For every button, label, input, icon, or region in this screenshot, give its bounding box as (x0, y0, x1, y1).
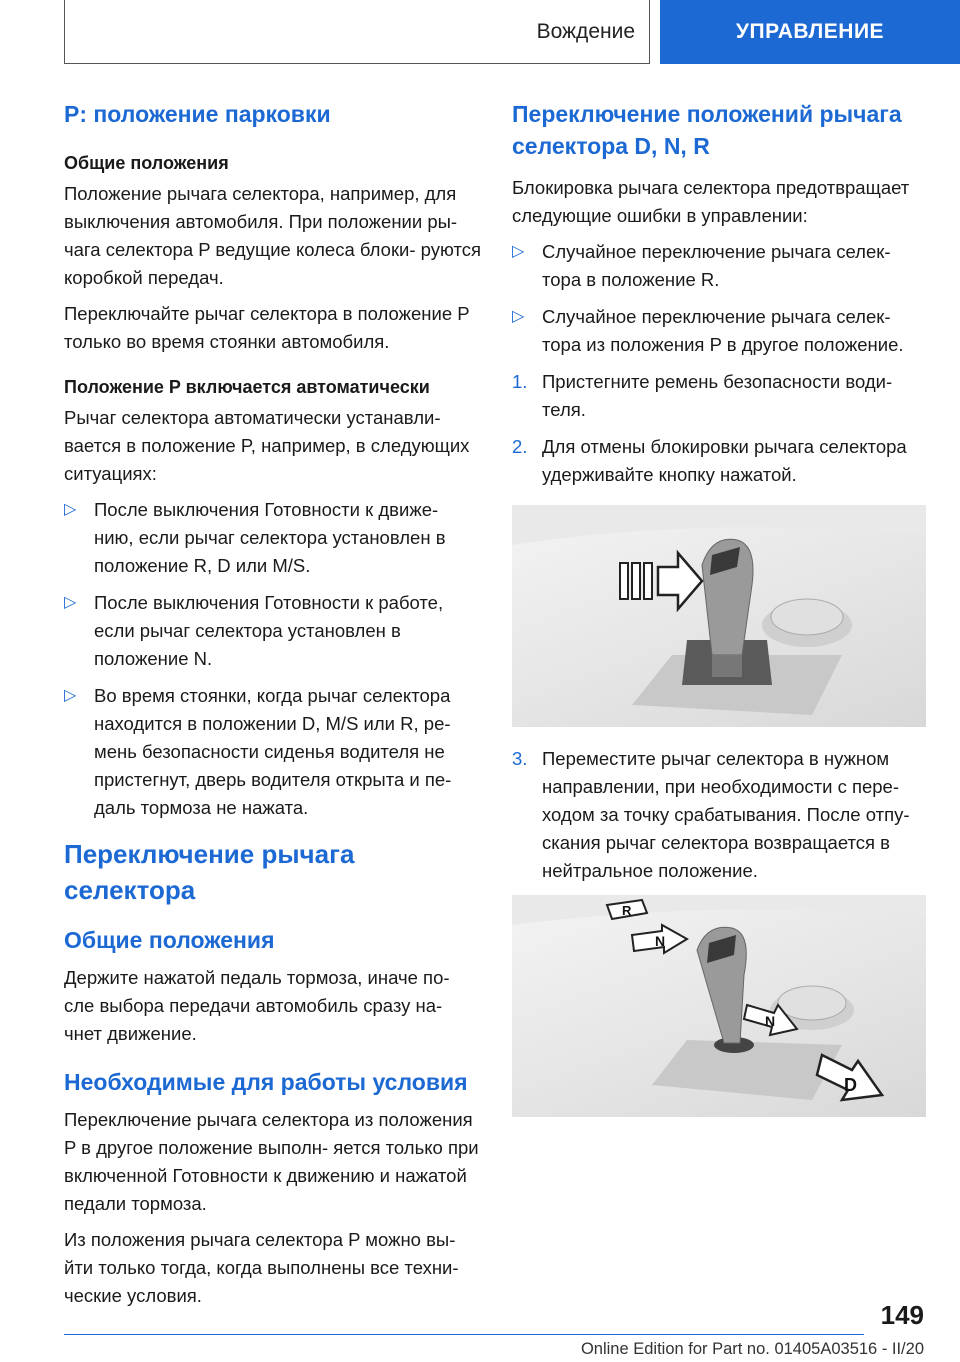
left-column (64, 98, 482, 1318)
bullet-list (512, 238, 924, 359)
gear-selector-dnr-svg (512, 895, 926, 1117)
list-item-text: Случайное переключение рычага селек- тора в положение R. (542, 241, 891, 290)
edition-text: Online Edition for Part no. 01405A03516 - II/20 (580, 1340, 924, 1358)
paragraph: Рычаг селектора автоматически устанавли- вается в положение P, например, в следующих ситуациях: (64, 407, 470, 484)
subheading-conditions: Необходимые для работы условия (64, 1069, 468, 1095)
paragraph: Блокировка рычага селектора предотвращает следующие ошибки в управлении: (512, 177, 910, 226)
section-title-dnr: Переключение положений рычага селектора D, N, R (512, 101, 902, 159)
label-d: D (844, 1075, 857, 1095)
list-item-text: После выключения Готовности к движе- нию, если рычаг селектора установлен в положение R, D или M/S. (94, 499, 446, 576)
list-item-text: После выключения Готовности к работе, если рычаг селектора установлен в положение N. (94, 592, 444, 669)
step-number: 1. (512, 371, 528, 392)
page-header (0, 0, 960, 64)
footer-divider (64, 1334, 864, 1335)
step-item (512, 368, 924, 424)
label-n-top: N (655, 933, 666, 949)
paragraph: Держите нажатой педаль тормоза, иначе по- сле выбора передачи автомобиль сразу на- чнет движение. (64, 967, 450, 1044)
paragraph: Переключайте рычаг селектора в положение P только во время стоянки автомобиля. (64, 303, 470, 352)
list-item (64, 589, 482, 673)
subheading-general: Общие положения (64, 153, 229, 173)
section-title-parking: P: положение парковки (64, 101, 331, 127)
list-item-text: Во время стоянки, когда рычаг селектора находится в положении D, M/S или R, ре- мень безопасности сиденья водителя не пристегнут, дверь водителя открыта и пе- даль тормоза не нажата. (94, 685, 452, 818)
right-column (512, 98, 924, 1135)
section-title-shifting: Переключение рычага селектора (64, 839, 355, 905)
label-n-bottom: N (765, 1013, 776, 1029)
gear-selector-button-svg (512, 505, 926, 727)
step-text: Для отмены блокировки рычага селектора удерживайте кнопку нажатой. (542, 436, 907, 485)
list-item (512, 238, 924, 294)
list-item (64, 496, 482, 580)
step-number: 3. (512, 748, 528, 769)
step-number: 2. (512, 436, 528, 457)
bullet-list (64, 496, 482, 822)
triangle-bullet-icon: ▷ (64, 501, 77, 518)
step-text: Пристегните ремень безопасности води- теля. (542, 371, 893, 420)
gear-selector-unlock-illustration (512, 505, 926, 727)
subheading-auto-p: Положение P включается автоматически (64, 377, 430, 397)
subheading-general-blue: Общие положения (64, 927, 275, 953)
section-tab[interactable] (660, 0, 960, 64)
triangle-bullet-icon: ▷ (512, 308, 525, 325)
step-item (512, 745, 924, 885)
triangle-bullet-icon: ▷ (512, 243, 525, 260)
paragraph: Положение рычага селектора, например, для выключения автомобиля. При положении ры- чага селектора P ведущие колеса блоки- руются коробкой передач. (64, 183, 482, 288)
gear-selector-positions-illustration (512, 895, 926, 1117)
steps-list-continued (512, 745, 924, 885)
list-item (64, 682, 482, 822)
list-item-text: Случайное переключение рычага селек- тора из положения P в другое положение. (542, 306, 904, 355)
paragraph: Из положения рычага селектора P можно вы- йти только тогда, когда выполнены все техни- ческие условия. (64, 1229, 459, 1306)
page-number: 149 (880, 1300, 924, 1330)
section-label: УПРАВЛЕНИЕ (735, 20, 885, 43)
step-text: Переместите рычаг селектора в нужном направлении, при необходимости с пере- ходом за точку срабатывания. После отпу- скания рычаг селектора возвращается в нейтральное положение. (542, 748, 910, 881)
chapter-tab[interactable] (64, 0, 650, 64)
step-item (512, 433, 924, 489)
list-item (512, 303, 924, 359)
label-r: R (622, 903, 632, 918)
triangle-bullet-icon: ▷ (64, 687, 77, 704)
chapter-label: Вождение (536, 19, 635, 43)
steps-list (512, 368, 924, 489)
paragraph: Переключение рычага селектора из положения P в другое положение выполн- яется только при включенной Готовности к движению и нажатой педали тормоза. (64, 1109, 479, 1214)
triangle-bullet-icon: ▷ (64, 594, 77, 611)
